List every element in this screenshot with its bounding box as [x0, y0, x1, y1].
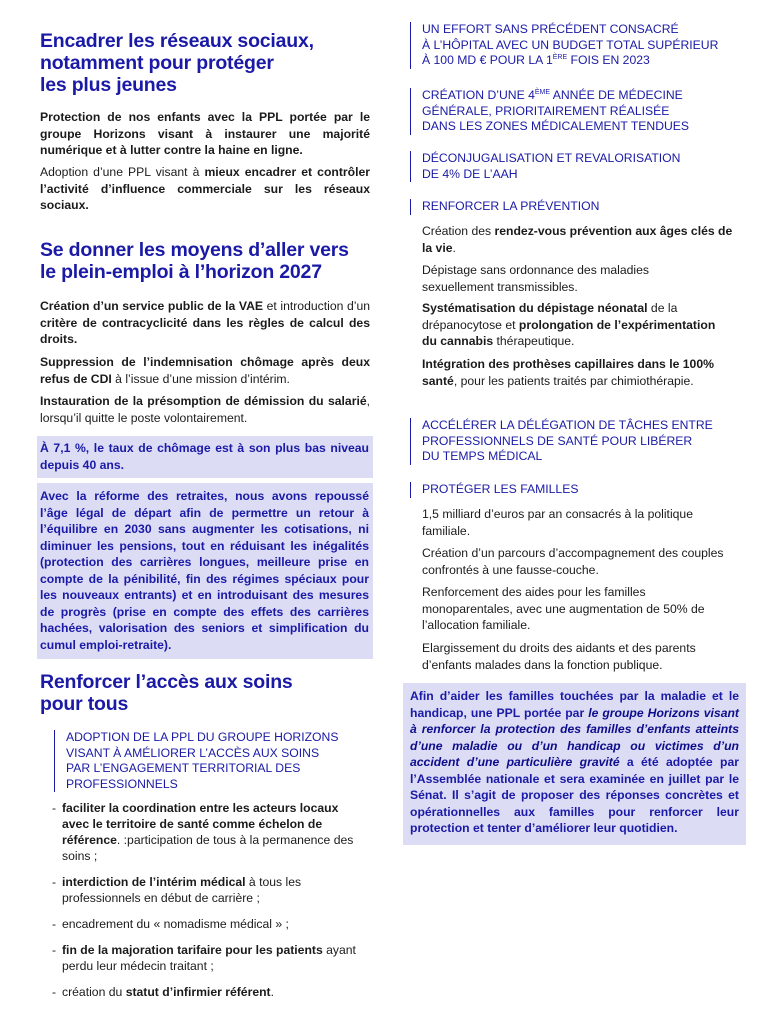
callout-aah: DÉCONJUGALISATION ET REVALORISATION DE 4% DE L’AAH: [410, 151, 746, 182]
list-item: - interdiction de l’intérim médical à tous les professionnels en début de carrière ;: [52, 874, 357, 906]
highlight-pension-reform: Avec la réforme des retraites, nous avons repoussé l’âge légal de départ afin de permettre un retour à l’équilibre en 2030 sans augmenter les cotisations, ni diminuer les pensions, tout en réduisant les inégalités (protection des carrières longues, meilleure prise en compte de la pénibilité, fin des régimes spéciaux pour les nouveaux entrants) et en introduisant des mesures de progrès (prise en compte des effets des carrières hachées, valorisation des seniors et simplification du cumul emploi-retraite).: [37, 483, 373, 659]
paragraph-family-budget: 1,5 milliard d’euros par an consacrés à la politique familiale.: [422, 507, 693, 538]
highlight-unemployment: À 7,1 %, le taux de chômage est à son plus bas niveau depuis 40 ans.: [37, 436, 373, 478]
paragraph-presumption: Instauration de la présomption de démission du salarié, lorsqu’il quitte le poste volontairement.: [40, 394, 370, 425]
callout-hospital-budget: UN EFFORT SANS PRÉCÉDENT CONSACRÉ À L’HÔPITAL AVEC UN BUDGET TOTAL SUPÉRIEUR À 100 MD € POUR LA 1ÈRE FOIS EN 2023: [410, 22, 746, 69]
paragraph-neonatal-screening: Systématisation du dépistage néonatal de la drépanocytose et prolongation de l’expérimentation du cannabis thérapeutique.: [422, 301, 716, 348]
paragraph-vae: Création d’un service public de la VAE et introduction d’un critère de contracyclicité dans les règles de calcul des droits.: [40, 299, 371, 346]
section-title-healthcare-access: Renforcer l’accès aux soins pour tous: [40, 671, 293, 715]
callout-ppl-healthcare: ADOPTION DE LA PPL DU GROUPE HORIZONS VISANT À AMÉLIORER L’ACCÈS AUX SOINS PAR L’ENGAGEMENT TERRITORIAL DES PROFESSIONNELS: [54, 730, 370, 792]
paragraph-influence: Adoption d’une PPL visant à mieux encadrer et contrôler l’activité d’influence commerciale sur les réseaux sociaux.: [40, 165, 370, 212]
healthcare-measures-list: [52, 800, 357, 1010]
section-title-employment: Se donner les moyens d’aller vers le plein-emploi à l’horizon 2027: [40, 239, 349, 283]
heading-prevention: RENFORCER LA PRÉVENTION: [410, 199, 746, 215]
section-title-social-networks: Encadrer les réseaux sociaux, notamment pour protéger les plus jeunes: [40, 30, 314, 96]
paragraph-miscarriage: Création d’un parcours d’accompagnement des couples confrontés à une fausse-couche.: [422, 546, 724, 577]
list-item: - faciliter la coordination entre les acteurs locaux avec le territoire de santé comme échelon de référence. :participation de tous à la permanence des soins ;: [52, 800, 357, 864]
callout-medical-year: CRÉATION D’UNE 4ÈME ANNÉE DE MÉDECINE GÉNÉRALE, PRIORITAIREMENT RÉALISÉE DANS LES ZONES MÉDICALEMENT TENDUES: [410, 88, 746, 135]
paragraph-ppl-majority: Protection de nos enfants avec la PPL portée par le groupe Horizons visant à instaurer une majorité numérique et à lutter contre la haine en ligne.: [40, 110, 370, 157]
heading-families: PROTÉGER LES FAMILLES: [410, 482, 746, 498]
list-item: - encadrement du « nomadisme médical » ;: [52, 916, 357, 932]
paragraph-capillary-prostheses: Intégration des prothèses capillaires dans le 100% santé, pour les patients traités par chimiothérapie.: [422, 357, 714, 388]
highlight-families-ppl: Afin d’aider les familles touchées par la maladie et le handicap, une PPL portée par le groupe Horizons visant à renforcer la protection des familles d’enfants atteints d’une maladie ou d’un handicap ou victimes d’un accident d’une particulière gravité a été adoptée par l’Assemblée nationale et sera examinée en juillet par le Sénat. Il s’agit de proposer des réponses concrètes et opérationnelles aux familles pour renforcer leur protection et tenter d’améliorer leur quotidien.: [403, 683, 746, 845]
list-item: - fin de la majoration tarifaire pour les patients ayant perdu leur médecin traitant ;: [52, 942, 357, 974]
list-item: - création du statut d’infirmier référent.: [52, 984, 357, 1000]
paragraph-caregivers: Elargissement du droits des aidants et des parents d’enfants malades dans la fonction publique.: [422, 641, 696, 672]
callout-task-delegation: ACCÉLÉRER LA DÉLÉGATION DE TÂCHES ENTRE PROFESSIONNELS DE SANTÉ POUR LIBÉRER DU TEMPS MÉDICAL: [410, 418, 746, 465]
paragraph-cdi: Suppression de l’indemnisation chômage après deux refus de CDI à l’issue d’une mission d’intérim.: [40, 355, 370, 386]
paragraph-std-screening: Dépistage sans ordonnance des maladies sexuellement transmissibles.: [422, 263, 649, 294]
paragraph-prevention-appointments: Création des rendez-vous prévention aux âges clés de la vie.: [422, 224, 733, 255]
paragraph-single-parents: Renforcement des aides pour les familles monoparentales, avec une augmentation de 50% de l’allocation familiale.: [422, 585, 705, 632]
